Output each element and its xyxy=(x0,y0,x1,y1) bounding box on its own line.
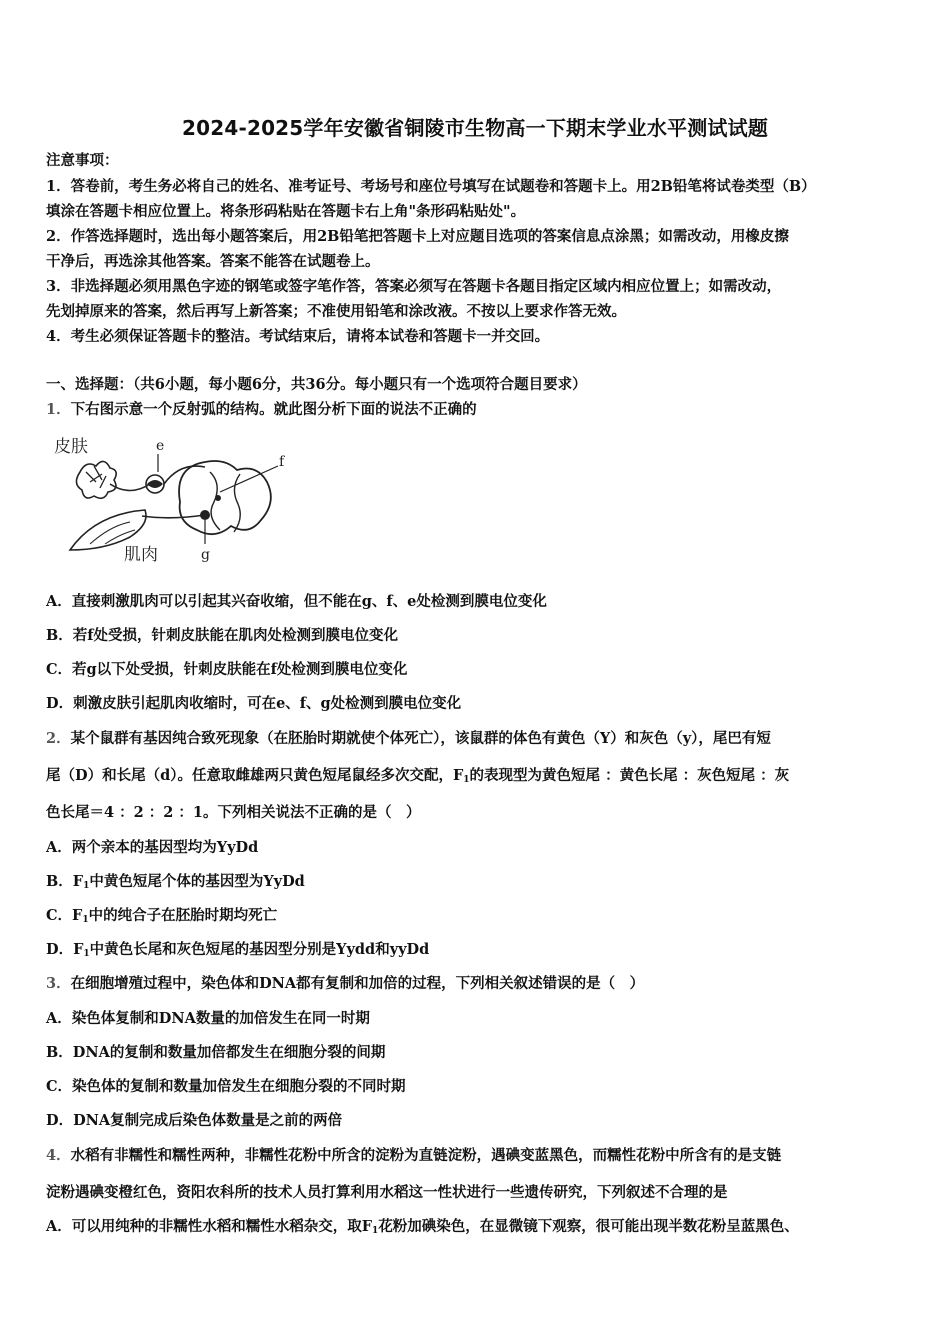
question-text: 某个鼠群有基因纯合致死现象（在胚胎时期就使个体死亡），该鼠群的体色有黄色（Y）和灰色（y），尾巴有短 xyxy=(70,730,771,747)
question-text: 水稻有非糯性和糯性两种，非糯性花粉中所含的淀粉为直链淀粉，遇碘变蓝黑色，而糯性花粉中所含有的是支链 xyxy=(70,1147,782,1164)
option-text: B．F xyxy=(46,873,84,890)
notice-line: 干净后，再选涂其他答案。答案不能答在试题卷上。 xyxy=(46,253,380,270)
question-text: 下右图示意一个反射弧的结构。就此图分析下面的说法不正确的 xyxy=(70,401,477,418)
option-text: 中的纯合子在胚胎时期均死亡 xyxy=(88,907,278,924)
muscle-label: 肌肉 xyxy=(124,545,158,565)
option-text: 中黄色长尾和灰色短尾的基因型分别是Yydd和yyDd xyxy=(89,941,430,958)
label-f: f xyxy=(279,454,285,470)
synapse-f xyxy=(215,495,221,501)
label-g: g xyxy=(201,547,210,563)
question-text: 在细胞增殖过程中，染色体和DNA都有复制和加倍的过程，下列相关叙述错误的是（ ） xyxy=(70,975,645,992)
option-text: 中黄色短尾个体的基因型为YyDd xyxy=(89,873,305,890)
question-3-option-b: B．DNA的复制和数量加倍都发生在细胞分裂的间期 xyxy=(46,1044,386,1061)
section-heading: 一、选择题：（共6小题，每小题6分，共36分。每小题只有一个选项符合题目要求） xyxy=(46,376,587,393)
notice-line: 先划掉原来的答案，然后再写上新答案；不准使用铅笔和涂改液。不按以上要求作答无效。 xyxy=(46,303,626,320)
notice-heading: 注意事项： xyxy=(46,152,119,169)
subscript: 1 xyxy=(463,775,470,785)
subscript: 1 xyxy=(83,881,90,891)
question-2-option-b xyxy=(46,872,305,896)
subscript: 1 xyxy=(372,1226,379,1236)
option-text: D．F xyxy=(46,941,84,958)
gray-matter xyxy=(210,472,240,532)
question-1-option-d: D．刺激皮肤引起肌肉收缩时，可在e、f、g处检测到膜电位变化 xyxy=(46,695,462,712)
question-2-option-d xyxy=(46,940,429,964)
question-4-stem xyxy=(46,1146,781,1166)
question-number: 1． xyxy=(46,401,71,418)
label-e: e xyxy=(156,438,165,454)
question-3-option-d: D．DNA复制完成后染色体数量是之前的两倍 xyxy=(46,1112,343,1129)
question-1-option-b: B．若f处受损，针刺皮肤能在肌肉处检测到膜电位变化 xyxy=(46,627,398,644)
question-2-stem-line3: 色长尾＝4 ：2 ：2 ：1。下列相关说法不正确的是（ ） xyxy=(46,804,421,821)
question-4-option-a xyxy=(46,1217,799,1241)
question-text: 尾（D）和长尾（d）。任意取雌雄两只黄色短尾鼠经多次交配，F xyxy=(46,767,464,784)
spinal-cord xyxy=(179,461,271,534)
motor-nerve xyxy=(142,515,205,518)
question-1-stem xyxy=(46,400,477,420)
notice-line: 4．考生必须保证答题卡的整洁。考试结束后，请将本试卷和答题卡一并交回。 xyxy=(46,328,550,345)
option-text: 花粉加碘染色，在显微镜下观察，很可能出现半数花粉呈蓝黑色、 xyxy=(378,1218,799,1235)
afferent-fiber xyxy=(164,466,205,484)
question-text: 的表现型为黄色短尾 ：黄色长尾 ：灰色短尾 ：灰 xyxy=(469,767,790,784)
page-title: 2024-2025学年安徽省铜陵市生物高一下期末学业水平测试试题 xyxy=(181,116,769,140)
question-2-stem-line2 xyxy=(46,766,789,790)
question-1-option-a: A．直接刺激肌肉可以引起其兴奋收缩，但不能在g、f、e处检测到膜电位变化 xyxy=(46,593,547,610)
question-number: 4． xyxy=(46,1147,71,1164)
subscript: 1 xyxy=(83,949,90,959)
option-text: A．可以用纯种的非糯性水稻和糯性水稻杂交，取F xyxy=(46,1218,373,1235)
question-number: 2． xyxy=(46,730,71,747)
notice-line: 3．非选择题必须用黑色字迹的钢笔或签字笔作答，答案必须写在答题卡各题目指定区域内相应位置上；如需改动， xyxy=(46,278,782,295)
subscript: 1 xyxy=(82,915,89,925)
question-1-option-c: C．若g以下处受损，针刺皮肤能在f处检测到膜电位变化 xyxy=(46,661,408,678)
question-3-option-c: C．染色体的复制和数量加倍发生在细胞分裂的不同时期 xyxy=(46,1078,406,1095)
reflex-arc-figure xyxy=(50,432,300,567)
skin-receptor xyxy=(76,461,116,498)
ganglion-fill xyxy=(147,480,163,488)
option-text: C．F xyxy=(46,907,83,924)
question-3-option-a: A．染色体复制和DNA数量的加倍发生在同一时期 xyxy=(46,1010,370,1027)
question-2-option-a: A．两个亲本的基因型均为YyDd xyxy=(46,839,259,856)
question-number: 3． xyxy=(46,975,71,992)
notice-line: 1．答卷前，考生务必将自己的姓名、准考证号、考场号和座位号填写在试题卷和答题卡上。用2B铅笔将试卷类型（B） xyxy=(46,178,816,195)
question-2-stem xyxy=(46,729,771,749)
question-3-stem xyxy=(46,974,644,994)
skin-label: 皮肤 xyxy=(54,437,88,457)
question-2-option-c xyxy=(46,906,277,930)
question-4-stem-line2: 淀粉遇碘变橙红色，资阳农科所的技术人员打算利用水稻这一性状进行一些遗传研究，下列叙述不合理的是 xyxy=(46,1184,728,1201)
notice-line: 2．作答选择题时，选出每小题答案后，用2B铅笔把答题卡上对应题目选项的答案信息点涂黑；如需改动，用橡皮擦 xyxy=(46,228,789,245)
notice-line: 填涂在答题卡相应位置上。将条形码粘贴在答题卡右上角"条形码粘贴处"。 xyxy=(46,203,526,220)
